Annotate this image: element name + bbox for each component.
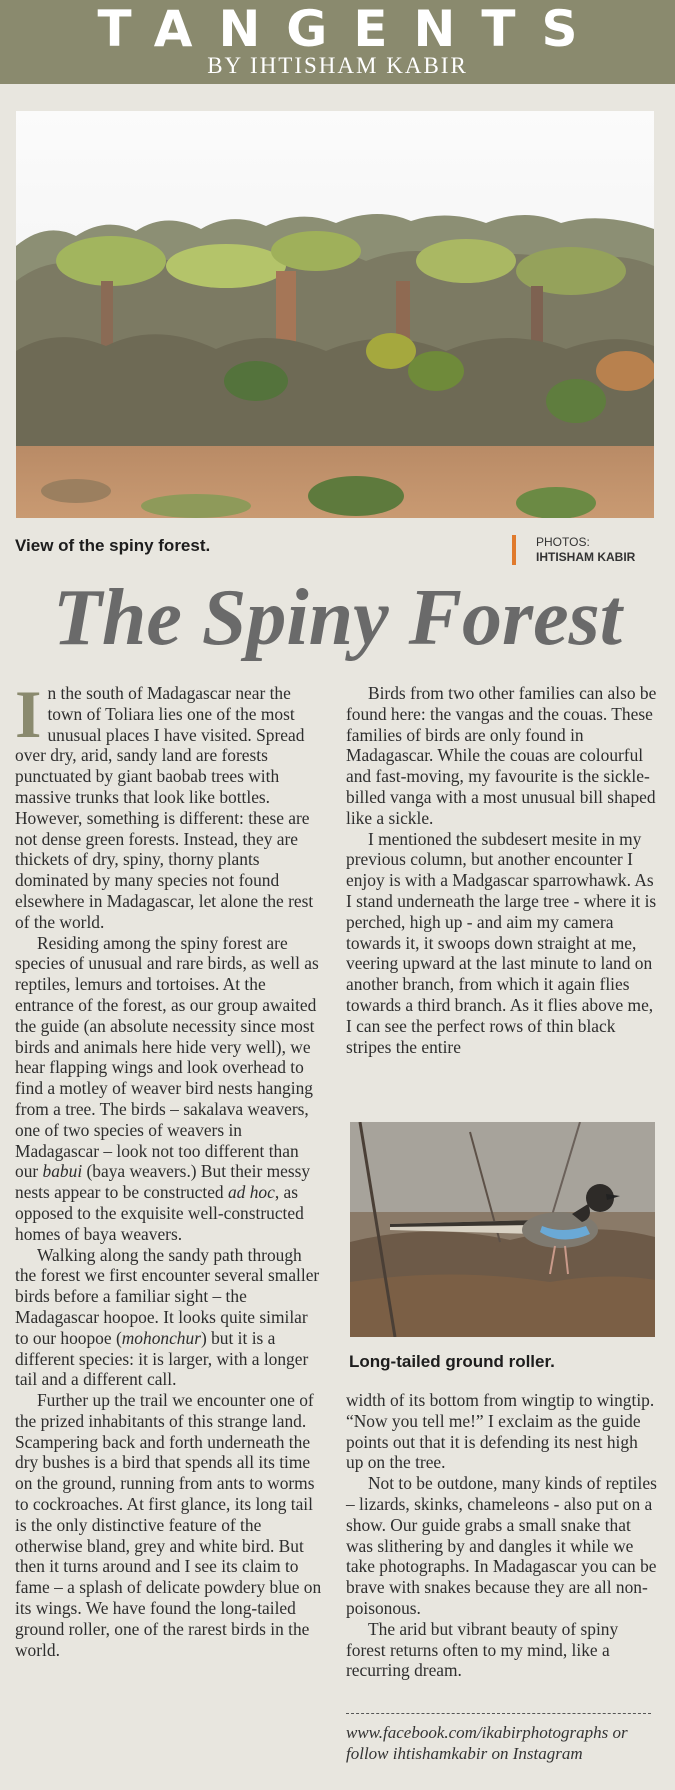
article-headline: The Spiny Forest (53, 574, 622, 662)
paragraph: In the south of Madagascar near the town of Toliara lies one of the most unusual places I have visited. Spread over dry, arid, sandy land are forests punctuated by giant baobab trees with massive trunks that look like bottles. However, something is different: these are not dense green forests. Instead, they are thickets of dry, spiny, thorny plants dominated by many species not found elsewhere in Madagascar, let alone the rest of the world. (15, 676, 314, 932)
credit-name: IHTISHAM KABIR (536, 550, 636, 564)
paragraph: Further up the trail we encounter one of the prized inhabitants of this strange land. Scampering back and forth underneath the dry bushes is a bird that spends all its time on the ground, running from ants to worms to cockroaches. At first glance, its long tail is the only distinctive feature of the otherwise bland, grey and white bird. But then it turns around and I see its claim to fame – a splash of delicate powdery blue on its wings. We have found the long-tailed ground roller, one of the rarest birds in the world. (15, 1390, 322, 1660)
paragraph: The arid but vibrant beauty of spiny forest returns often to my mind, like a recurring dream. (346, 1618, 619, 1681)
masthead (0, 0, 675, 84)
paragraph: width of its bottom from wingtip to wingtip. “Now you tell me!” I exclaim as the guide points out that it is defending its nest high up on the tree. (346, 1390, 655, 1473)
paragraph: Not to be outdone, many kinds of reptiles – lizards, skinks, chameleons - also put on a show. Our guide grabs a small snake that was slithering by and dangles it while we take photographs. In Madagascar you can be brave with snakes because they are all non-poisonous. (346, 1473, 657, 1618)
main-photo-caption: View of the spiny forest. (15, 536, 211, 555)
drop-cap: I (15, 676, 42, 752)
article-column-right-top (346, 683, 658, 1057)
paragraph: Birds from two other families can also be found here: the vangas and the couas. These families of birds are only found in Madagascar. While the couas are colourful and fast-moving, my favourite is the sickle-billed vanga with a most unusual bill shaped like a sickle. (346, 683, 657, 828)
ground-roller-photo (350, 1122, 655, 1337)
bird-photo-caption: Long-tailed ground roller. (349, 1352, 555, 1371)
paragraph: Residing among the spiny forest are species of unusual and rare birds, as well as reptiles, lemurs and tortoises. At the entrance of the forest, as our group awaited the guide (an absolute necessity since most birds and animals here hide very well), we hear flapping wings and look overhead to find a motley of weaver bird nests hanging from a tree. The birds – sakalava weavers, one of two species of weavers in Madagascar – look not too different than our babui (baya weavers.) But their messy nests appear to be constructed ad hoc, as opposed to the exquisite well-constructed homes of baya weavers. (15, 932, 319, 1244)
column-byline: BY IHTISHAM KABIR (207, 53, 468, 78)
photo-credit (512, 535, 635, 565)
paragraph: Walking along the sandy path through the forest we first encounter several smaller birds before a familiar sight – the Madagascar hoopoe. It looks quite similar to our hoopoe (mohonchur) but it is a different species: it is larger, with a longer tail and a different call. (15, 1244, 320, 1390)
social-footer: www.facebook.com/ikabirphotographs or follow ihtishamkabir on Instagram (346, 1723, 628, 1763)
column-title: TANGENTS (97, 0, 604, 58)
credit-label: PHOTOS: (536, 535, 590, 549)
spiny-forest-photo (16, 111, 654, 518)
paragraph: I mentioned the subdesert mesite in my previous column, but another encounter I enjoy is with a Madgascar sparrowhawk. As I stand underneath the large tree - where it is perched, high up - and aim my camera towards it, it swoops down straight at me, veering upward at the last minute to land on another branch, from which it again flies towards a third branch. As it flies above me, I can see the perfect rows of thin black stripes the entire (346, 828, 657, 1057)
article-column-right-bottom (346, 1390, 658, 1681)
article-column-left (15, 676, 323, 1660)
divider (346, 1713, 651, 1714)
